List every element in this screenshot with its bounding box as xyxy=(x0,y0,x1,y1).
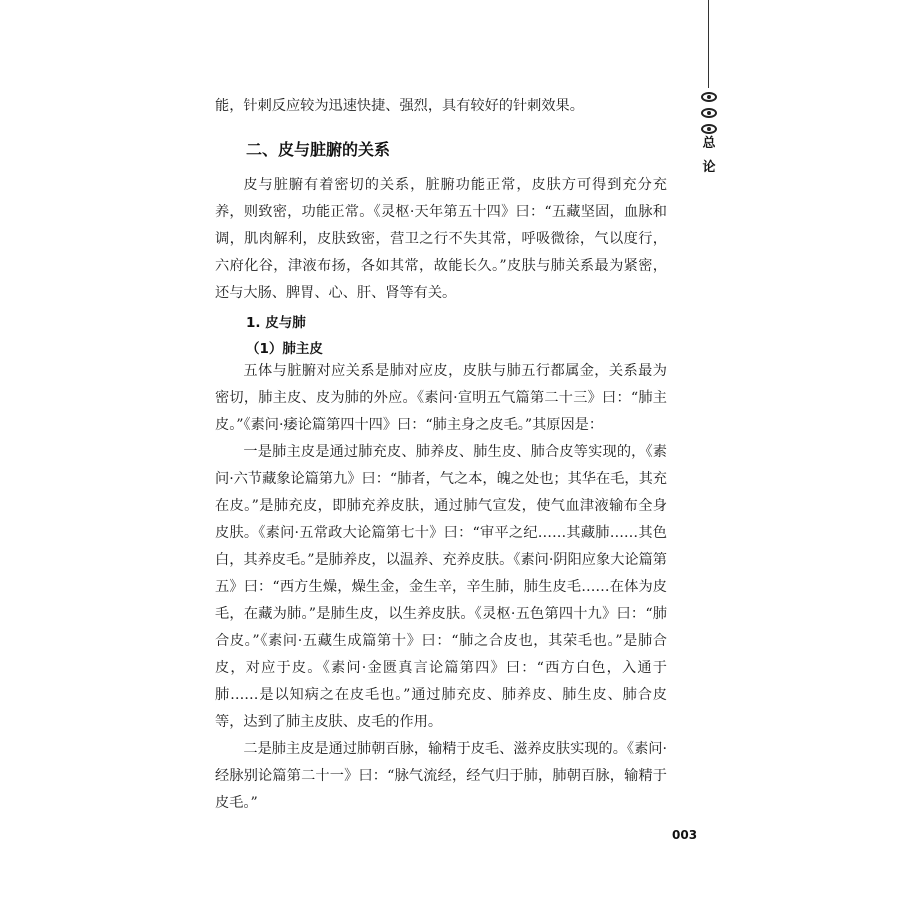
paragraph-2 xyxy=(215,358,667,439)
intro-line: 能，针刺反应较为迅速快捷、强烈，具有较好的针刺效果。 xyxy=(215,98,584,114)
paragraph-1 xyxy=(215,172,667,307)
running-section-title xyxy=(700,132,718,180)
section-heading: 二、皮与脏腑的关系 xyxy=(246,140,391,159)
section-title-char-2: 论 xyxy=(702,160,716,175)
section-title-char-1: 总 xyxy=(702,136,716,151)
paragraph-4 xyxy=(215,736,667,817)
subheading-lung-governs-skin: （1）肺主皮 xyxy=(246,341,323,357)
paragraph-3 xyxy=(215,439,667,736)
page-number: 003 xyxy=(672,828,698,842)
paragraph-2-text: 五体与脏腑对应关系是肺对应皮，皮肤与肺五行都属金，关系最为密切，肺主皮、皮为肺的外应。《素问·宣明五气篇第二十三》曰：“肺主皮。”《素问·痿论篇第四十四》曰：“肺主身之皮毛。”其原因是： xyxy=(215,363,667,433)
paragraph-1-text: 皮与脏腑有着密切的关系，脏腑功能正常，皮肤方可得到充分充养，则致密，功能正常。《灵枢·天年第五十四》曰：“五藏坚固，血脉和调，肌肉解利，皮肤致密，营卫之行不失其常，呼吸微徐，气以度行，六府化谷，津液布扬，各如其常，故能长久。”皮肤与肺关系最为紧密，还与大肠、脾胃、心、肝、肾等有关。 xyxy=(215,177,667,301)
intro-paragraph xyxy=(215,93,667,120)
subheading-skin-and-lung: 1. 皮与肺 xyxy=(246,315,306,331)
paragraph-4-text: 二是肺主皮是通过肺朝百脉，输精于皮毛、滋养皮肤实现的。《素问·经脉别论篇第二十一》曰：“脉气流经，经气归于肺，肺朝百脉，输精于皮毛。” xyxy=(215,741,667,811)
margin-rule xyxy=(708,0,709,88)
paragraph-3-text: 一是肺主皮是通过肺充皮、肺养皮、肺生皮、肺合皮等实现的，《素问·六节藏象论篇第九》曰：“肺者，气之本，魄之处也；其华在毛，其充在皮。”是肺充皮，即肺充养皮肤，通过肺气宣发，使气血津液输布全身皮肤。《素问·五常政大论篇第七十》曰：“审平之纪……其藏肺……其色白，其养皮毛。”是肺养皮，以温养、充养皮肤。《素问·阴阳应象大论篇第五》曰：“西方生燥，燥生金，金生辛，辛生肺，肺生皮毛……在体为皮毛，在藏为肺。”是肺生皮，以生养皮肤。《灵枢·五色第四十九》曰：“肺合皮。”《素问·五藏生成篇第十》曰：“肺之合皮也，其荣毛也。”是肺合皮，对应于皮。《素问·金匮真言论篇第四》曰：“西方白色，入通于肺……是以知病之在皮毛也。”通过肺充皮、肺养皮、肺生皮、肺合皮等，达到了肺主皮肤、皮毛的作用。 xyxy=(215,444,667,730)
margin-ornament-icon xyxy=(699,92,719,134)
